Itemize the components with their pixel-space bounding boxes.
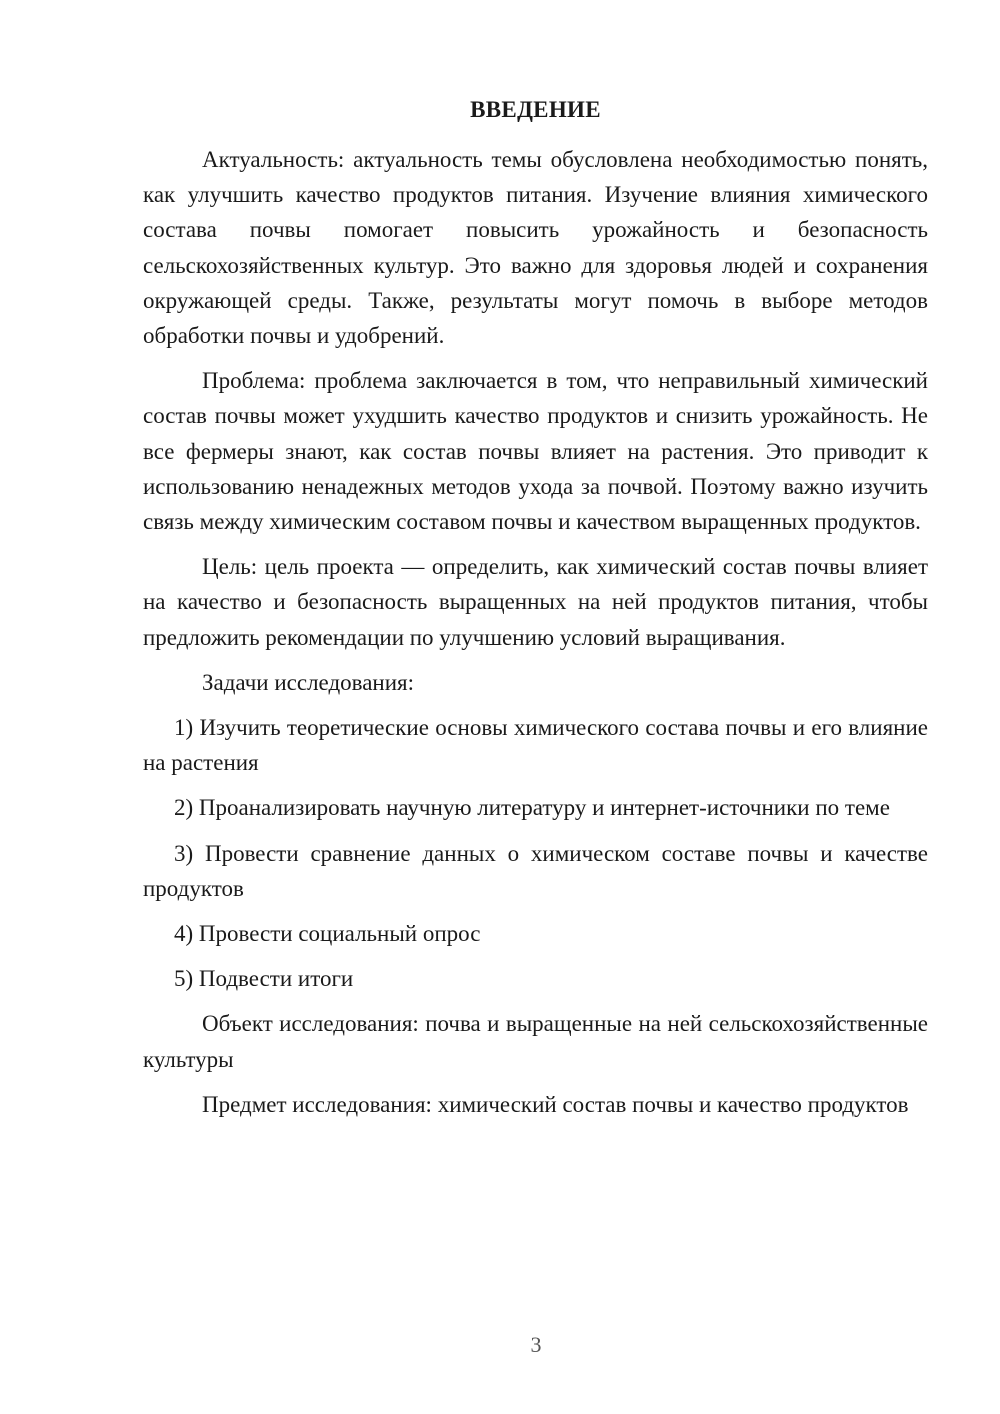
task-item-4: 4) Провести социальный опрос	[174, 921, 481, 947]
paragraph-goal: Цель: цель проекта — определить, как химический состав почвы влияет на качество и безопасность выращенных на ней продуктов питания, чтобы предложить рекомендации по улучшению условий выращивания.	[143, 554, 928, 650]
task-item-1: 1) Изучить теоретические основы химического состава почвы и его влияние на растения	[143, 715, 928, 776]
task-item-2: 2) Проанализировать научную литературу и интернет-источники по теме	[174, 795, 890, 821]
tasks-heading: Задачи исследования:	[202, 669, 415, 695]
page-number: 3	[530, 1332, 542, 1357]
task-item-5: 5) Подвести итоги	[174, 966, 354, 992]
task-item-3: 3) Провести сравнение данных о химическом составе почвы и качестве продуктов	[143, 840, 928, 901]
paragraph-subject: Предмет исследования: химический состав почвы и качество продуктов	[202, 1091, 909, 1117]
paragraph-problem: Проблема: проблема заключается в том, что неправильный химический состав почвы может ухудшить качество продуктов и снизить урожайность. Не все фермеры знают, как состав почвы влияет на растения. Это приводит к использованию ненадежных методов ухода за почвой. Поэтому важно изучить связь между химическим составом почвы и качеством выращенных продуктов.	[143, 368, 928, 535]
document-page	[143, 96, 928, 1132]
page-title: ВВЕДЕНИЕ	[470, 97, 601, 122]
paragraph-relevance: Актуальность: актуальность темы обусловлена необходимостью понять, как улучшить качество продуктов питания. Изучение влияния химического состава почвы помогает повысить урожайность и безопасность сельскохозяйственных культур. Это важно для здоровья людей и сохранения окружающей среды. Также, результаты могут помочь в выборе методов обработки почвы и удобрений.	[143, 147, 928, 349]
paragraph-object: Объект исследования: почва и выращенные на ней сельскохозяйственные культуры	[143, 1011, 928, 1072]
